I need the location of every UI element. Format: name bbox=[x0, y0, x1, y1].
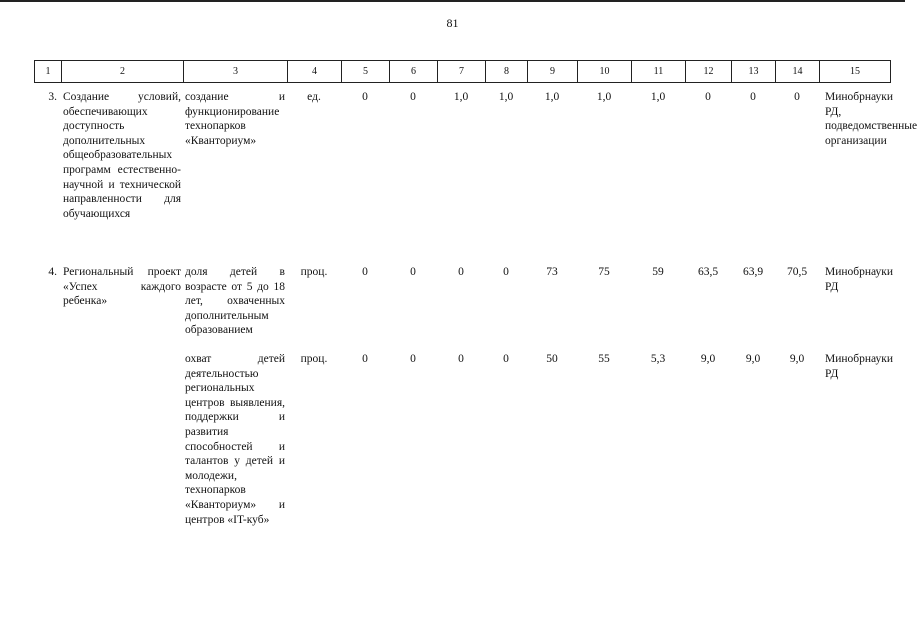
header-cell: 2 bbox=[62, 61, 184, 82]
cell-value: 0 bbox=[362, 266, 368, 278]
cell-value: 0 bbox=[503, 266, 509, 278]
cell-value: 63,9 bbox=[742, 266, 764, 278]
cell-value: 0 bbox=[458, 266, 464, 278]
cell-unit: проц. bbox=[300, 266, 328, 278]
cell-value: 9,0 bbox=[745, 353, 761, 365]
page-number: 81 bbox=[446, 16, 459, 30]
cell-value: 70,5 bbox=[786, 266, 808, 278]
row-number bbox=[34, 352, 61, 527]
cell-value: 73 bbox=[546, 266, 558, 278]
cell-value: 63,5 bbox=[697, 266, 719, 278]
top-rule bbox=[0, 0, 905, 2]
cell-value: 0 bbox=[794, 91, 800, 103]
cell-unit: ед. bbox=[307, 91, 321, 103]
cell-event bbox=[61, 352, 183, 527]
table-header bbox=[34, 60, 891, 83]
cell-value: 0 bbox=[458, 353, 464, 365]
header-cell: 12 bbox=[686, 61, 732, 82]
cell-event: Создание условий, обеспечивающих доступность дополнительных общеобразовательных программ естественно-научной и технической направленности для обучающихся bbox=[63, 91, 181, 220]
header-cell: 8 bbox=[486, 61, 528, 82]
table-row bbox=[34, 265, 894, 338]
cell-value: 9,0 bbox=[700, 353, 716, 365]
cell-value: 75 bbox=[598, 266, 610, 278]
cell-value: 0 bbox=[362, 91, 368, 103]
cell-value: 1,0 bbox=[544, 91, 560, 103]
cell-value: 0 bbox=[410, 91, 416, 103]
header-cell: 10 bbox=[578, 61, 632, 82]
cell-value: 1,0 bbox=[650, 91, 666, 103]
table-row bbox=[34, 90, 917, 221]
cell-value: 5,3 bbox=[650, 353, 666, 365]
cell-value: 55 bbox=[598, 353, 610, 365]
cell-value: 59 bbox=[652, 266, 664, 278]
cell-value: 1,0 bbox=[453, 91, 469, 103]
header-cell: 4 bbox=[288, 61, 342, 82]
header-cell: 11 bbox=[632, 61, 686, 82]
cell-value: 0 bbox=[410, 353, 416, 365]
header-cell: 6 bbox=[390, 61, 438, 82]
row-number: 4. bbox=[48, 266, 57, 278]
header-cell: 7 bbox=[438, 61, 486, 82]
cell-executor: Минобрнауки РД, подведомственные организации bbox=[825, 91, 917, 147]
table-row bbox=[34, 352, 894, 527]
cell-value: 0 bbox=[705, 91, 711, 103]
header-cell: 13 bbox=[732, 61, 776, 82]
header-cell: 14 bbox=[776, 61, 820, 82]
cell-value: 50 bbox=[546, 353, 558, 365]
cell-value: 1,0 bbox=[596, 91, 612, 103]
header-cell: 3 bbox=[184, 61, 288, 82]
header-cell: 1 bbox=[35, 61, 62, 82]
header-cell: 5 bbox=[342, 61, 390, 82]
cell-indicator: создание и функционирование технопарков «Кванториум» bbox=[185, 91, 285, 147]
cell-value: 0 bbox=[503, 353, 509, 365]
row-number: 3. bbox=[48, 91, 57, 103]
header-cell: 15 bbox=[850, 66, 860, 77]
cell-indicator: доля детей в возрасте от 5 до 18 лет, охваченных дополнительным образованием bbox=[185, 266, 285, 337]
cell-indicator: охват детей деятельностью региональных центров выявления, поддержки и развития способностей и талантов у детей и молодежи, технопарков «Кванториум» и центров «IT-куб» bbox=[185, 353, 285, 526]
cell-unit: проц. bbox=[300, 353, 328, 365]
cell-value: 9,0 bbox=[789, 353, 805, 365]
cell-value: 0 bbox=[750, 91, 756, 103]
cell-value: 0 bbox=[410, 266, 416, 278]
cell-executor: Минобрнауки РД bbox=[825, 353, 894, 380]
cell-executor: Минобрнауки РД bbox=[825, 266, 894, 293]
cell-value: 0 bbox=[362, 353, 368, 365]
header-cell: 9 bbox=[528, 61, 578, 82]
cell-value: 1,0 bbox=[498, 91, 514, 103]
cell-event: Региональный проект «Успех каждого ребенка» bbox=[63, 266, 181, 308]
